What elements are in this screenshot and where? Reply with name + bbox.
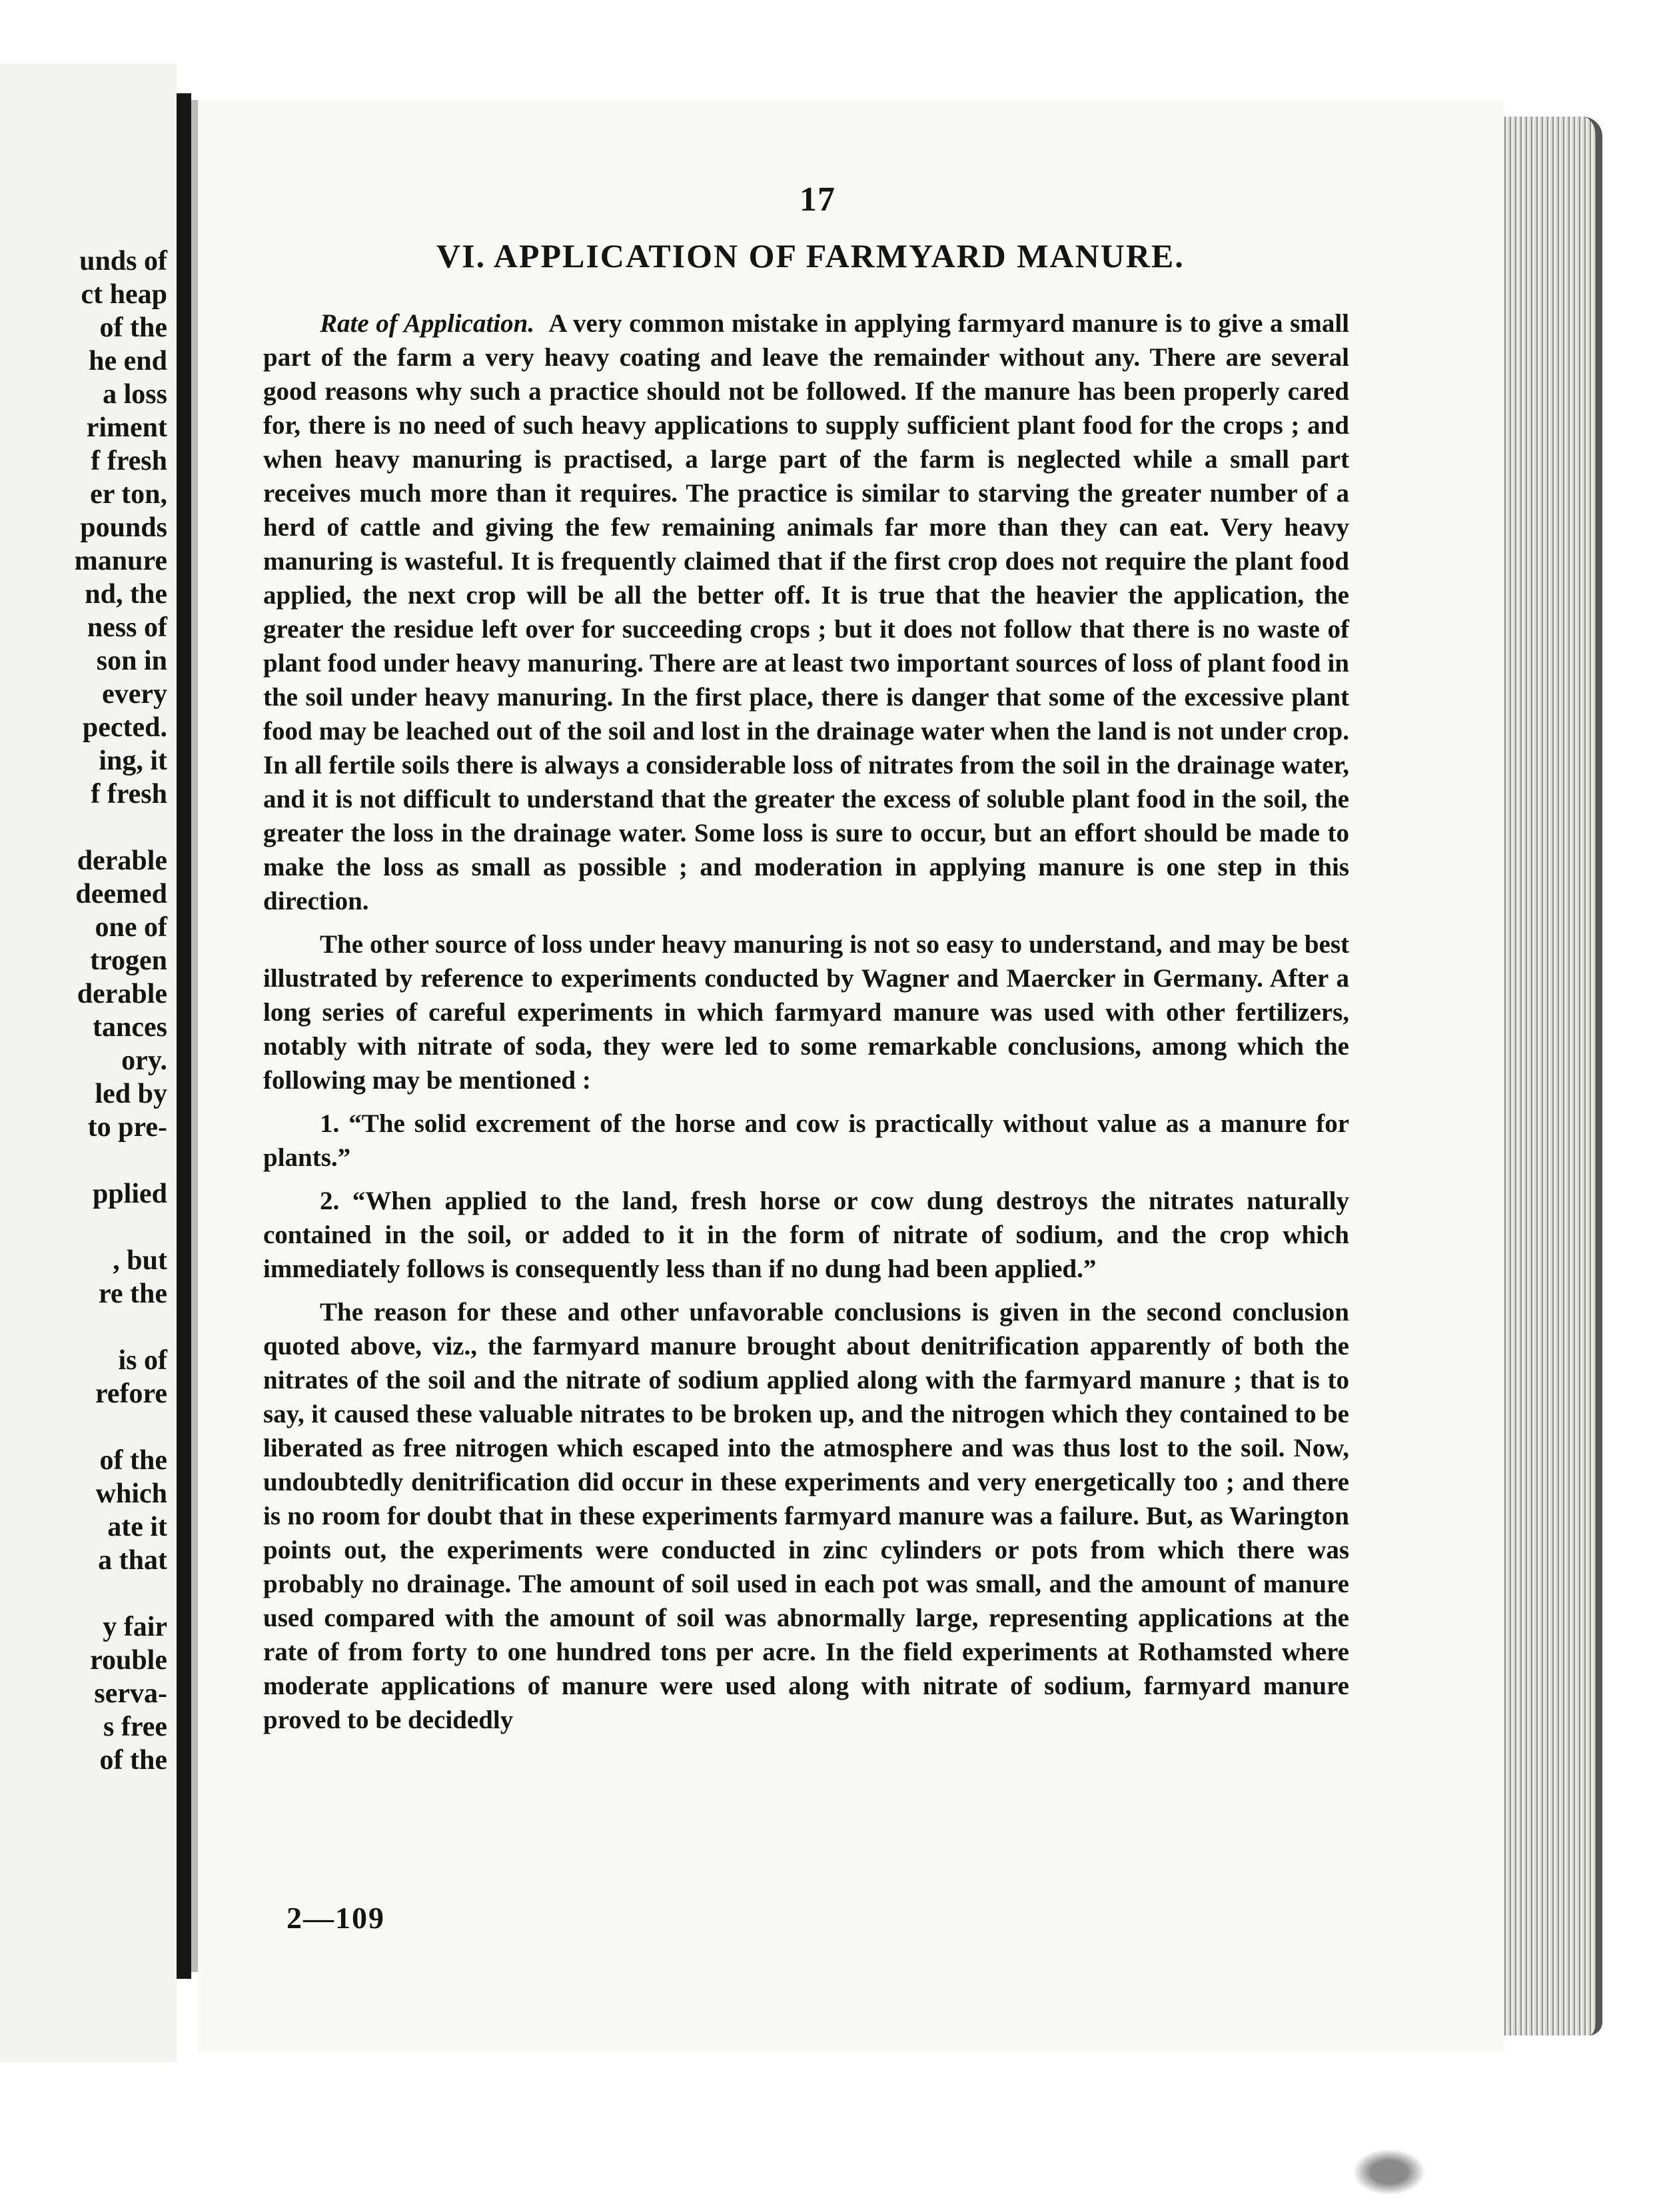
left-page-line: pected.: [82, 712, 167, 743]
left-page-line: every: [102, 679, 167, 710]
paragraph-text: A very common mistake in applying farmyard manure is to give a small part of the farm a very heavy coating and leave the remainder without any. There are several good reasons why such a practice should not be followed. If the manure has been properly cared for, there is no need of such heavy applications to supply sufficient plant food for the crops ; and when heavy manuring is practised, a large part of the farm is neglected while a small part receives much more than it requires. The practice is similar to starving the greater number of a herd of cattle and giving the few remaining animals far more than they can eat. Very heavy manuring is wasteful. It is frequently claimed that if the first crop does not require the plant food applied, the next crop will be all the better off. It is true that the heavier the application, the greater the residue left over for succeeding crops ; but it does not follow that there is no waste of plant food under heavy manuring. There are at least two important sources of loss of plant food in the soil under heavy manuring. In the first place, there is danger that some of the excessive plant food may be leached out of the soil and lost in the drainage water when the land is not under crop. In all fertile soils there is always a considerable loss of nitrates from the soil in the drainage water, and it is not difficult to understand that the greater the excess of soluble plant food in the soil, the greater the loss in the drainage water. Some loss is sure to occur, but an effort should be made to make the loss as small as possible ; and moderation in applying manure is one step in this direction.: [263, 309, 1349, 915]
left-page-gap: [4, 811, 167, 844]
left-facing-page: [0, 63, 177, 2062]
left-page-text-column: [4, 245, 167, 1777]
left-page-line: of the: [99, 312, 167, 343]
left-page-line: deemed: [75, 879, 167, 909]
left-page-line: trogen: [90, 945, 167, 976]
left-page-line: to pre-: [87, 1112, 167, 1143]
signature-mark: 2—109: [286, 1901, 385, 1935]
left-page-line: y fair: [103, 1612, 167, 1642]
left-page-line: led by: [95, 1079, 167, 1109]
left-page-gap: [4, 1211, 167, 1244]
chapter-title: VI. APPLICATION OF FARMYARD MANURE.: [436, 237, 1185, 275]
left-page-line: , but: [113, 1245, 167, 1276]
paragraph-reason: The reason for these and other unfavorable conclusions is given in the second conclusion quoted above, viz., the farmyard manure brought about denitrification apparently of both the nitrates of the soil and the nitrate of sodium applied along with the farmyard manure ; that is to say, it caused these valuable nitrates to be broken up, and the nitrogen which they contained to be liberated as free nitrogen which escaped into the atmosphere and was thus lost to the soil. Now, undoubtedly denitrification did occur in these experiments and very energetically too ; and there is no room for doubt that in these experiments farmyard manure was a failure. But, as Warington points out, the experiments were conducted in zinc cylinders or pots from which there was probably no drainage. The amount of soil used in each pot was small, and the amount of manure used compared with the amount of soil was abnormally large, representing applications at the rate of from forty to one hundred tons per acre. In the field experiments at Rothamsted where moderate applications of manure were used along with nitrate of sodium, farmyard manure proved to be decidedly: [263, 1298, 1349, 1734]
run-in-heading: Rate of Application.: [320, 309, 535, 338]
left-page-line: pplied: [92, 1179, 167, 1209]
scan-speck: [1353, 2149, 1426, 2195]
left-page-line: nd, the: [85, 579, 167, 610]
left-page-line: son in: [96, 646, 167, 676]
paragraph-other-source: The other source of loss under heavy manuring is not so easy to understand, and may be best illustrated by reference to experiments conducted by Wagner and Maercker in Germany. After a long series of careful experiments in which farmyard manure was used with other fertilizers, notably with nitrate of soda, they were led to some remarkable conclusions, among which the following may be mentioned :: [263, 930, 1349, 1095]
book-gutter: [177, 93, 191, 1979]
left-page-line: f fresh: [91, 446, 167, 476]
left-page-line: ing, it: [99, 746, 167, 776]
left-page-line: er ton,: [90, 479, 167, 510]
left-page-gap: [4, 1144, 167, 1177]
page-number: 17: [800, 181, 835, 219]
page-edge-stack: [1502, 117, 1602, 2035]
left-page-line: ate it: [107, 1512, 167, 1542]
left-page-line: derable: [77, 979, 167, 1009]
left-page-line: of the: [99, 1745, 167, 1776]
left-page-line: ct heap: [81, 279, 167, 310]
left-page-line: a loss: [103, 379, 167, 410]
left-page-line: re the: [98, 1279, 167, 1309]
left-page-line: of the: [99, 1445, 167, 1476]
left-page-line: derable: [77, 845, 167, 876]
conclusion-2: 2. “When applied to the land, fresh horse or cow dung destroys the nitrates naturally contained in the soil, or added to it in the form of nitrate of sodium, and the crop which immediately follows is consequently less than if no dung had been applied.”: [263, 1187, 1349, 1283]
body-text: [263, 306, 1349, 1737]
left-page-line: manure: [74, 546, 167, 576]
left-page-gap: [4, 1577, 167, 1610]
left-page-line: is of: [118, 1345, 167, 1376]
left-page-line: which: [95, 1478, 167, 1509]
left-page-line: serva-: [94, 1678, 167, 1709]
left-page-line: f fresh: [91, 779, 167, 810]
left-page-line: riment: [86, 412, 167, 443]
left-page-line: refore: [95, 1379, 167, 1409]
left-page-line: s free: [103, 1712, 167, 1742]
left-page-gap: [4, 1311, 167, 1344]
left-page-line: a that: [98, 1545, 167, 1576]
conclusion-1: 1. “The solid excrement of the horse and cow is practically without value as a manure for plants.”: [263, 1109, 1349, 1172]
left-page-gap: [4, 1410, 167, 1444]
left-page-line: pounds: [80, 512, 167, 543]
left-page-line: one of: [95, 912, 167, 943]
left-page-line: he end: [89, 346, 167, 376]
left-page-line: ory.: [121, 1045, 167, 1076]
left-page-line: unds of: [79, 246, 167, 276]
gutter-shadow: [191, 100, 198, 1972]
paragraph-rate-of-application: [263, 306, 1349, 918]
left-page-line: ness of: [87, 612, 167, 643]
left-page-line: tances: [93, 1012, 167, 1043]
left-page-line: rouble: [90, 1645, 167, 1676]
